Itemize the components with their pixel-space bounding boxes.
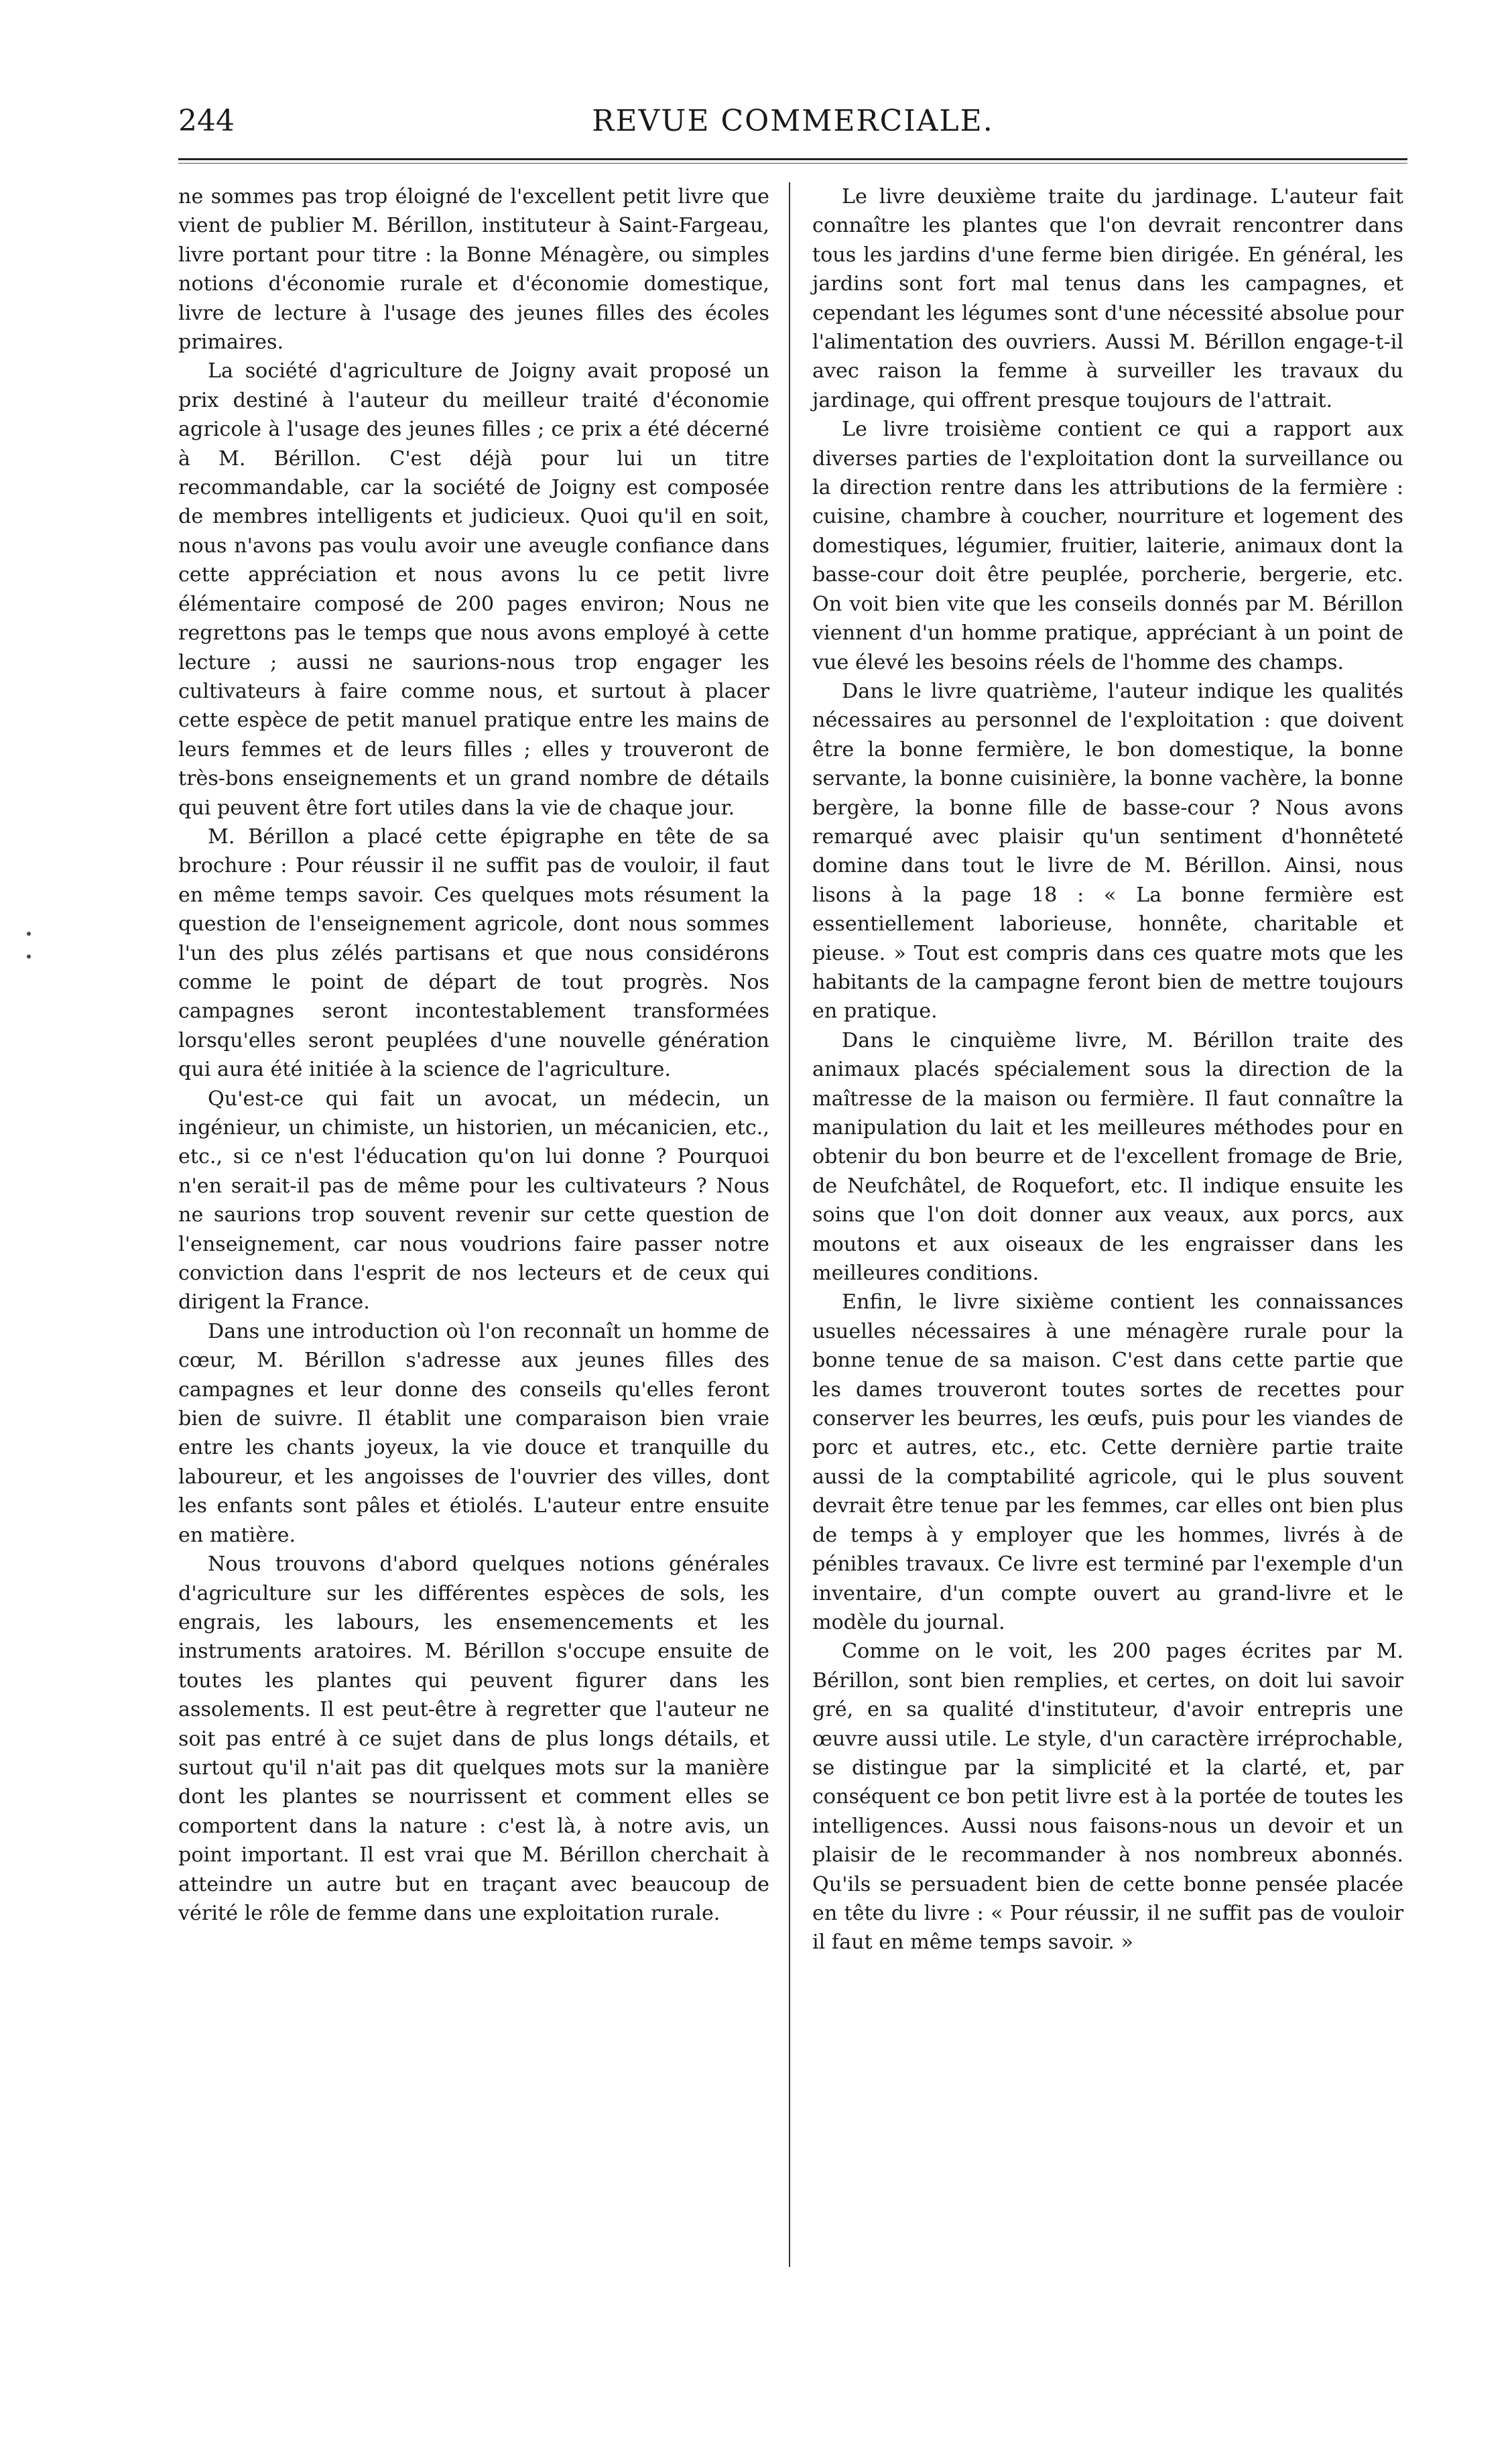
paragraph: M. Bérillon a placé cette épigraphe en tête de sa brochure : Pour réussir il ne suffit pas de vouloir, il faut en même temps savoir. Ces quelques mots résument la question de l'enseignement agricole, dont nous sommes l'un des plus zélés partisans et que nous considérons comme le point de départ de tout progrès. Nos campagnes seront incontestablement transformées lorsqu'elles seront peuplées d'une nouvelle génération qui aura été initiée à la science de l'agriculture.: [178, 824, 769, 1082]
margin-speck: [27, 955, 31, 959]
paragraph: Dans une introduction où l'on reconnaît un homme de cœur, M. Bérillon s'adresse aux jeunes filles des campagnes et leur donne des conseils qu'elles feront bien de suivre. Il établit une comparaison bien vraie entre les chants joyeux, la vie douce et tranquille du laboureur, et les angoisses de l'ouvrier des villes, dont les enfants sont pâles et étiolés. L'auteur entre ensuite en matière.: [178, 1319, 769, 1547]
right-column: [812, 182, 1403, 1957]
paragraph: Comme on le voit, les 200 pages écrites par M. Bérillon, sont bien remplies, et certes, on doit lui savoir gré, en sa qualité d'instituteur, d'avoir entrepris une œuvre aussi utile. Le style, d'un caractère irréprochable, se distingue par la simplicité et la clarté, et, par conséquent ce bon petit livre est à la portée de toutes les intelligences. Aussi nous faisons-nous un devoir et un plaisir de le recommander à nos nombreux abonnés. Qu'ils se persuadent bien de cette bonne pensée placée en tête du livre : « Pour réussir, il ne suffit pas de vouloir il faut en même temps savoir. »: [812, 1640, 1403, 1955]
column-divider: [789, 182, 790, 2267]
paragraph: Dans le cinquième livre, M. Bérillon traite des animaux placés spécialement sous la direction de la maîtresse de la maison ou fermière. Il faut connaître la manipulation du lait et les meilleures méthodes pour en obtenir du bon beurre et de l'excellent fromage de Brie, de Neufchâtel, de Roquefort, etc. Il indique ensuite les soins que l'on doit donner aux veaux, aux porcs, aux moutons et aux oiseaux de les engraisser dans les meilleures conditions.: [812, 1028, 1403, 1286]
paragraph: ne sommes pas trop éloigné de l'excellent petit livre que vient de publier M. Bérillon, instituteur à Saint-Fargeau, livre portant pour titre : la Bonne Ménagère, ou simples notions d'économie rurale et d'économie domestique, livre de lecture à l'usage des jeunes filles des écoles primaires.: [178, 185, 769, 355]
running-title: REVUE COMMERCIALE.: [592, 104, 994, 138]
paragraph: Dans le livre quatrième, l'auteur indique les qualités nécessaires au personnel de l'exploitation : que doivent être la bonne fermière, le bon domestique, la bonne servante, la bonne cuisinière, la bonne vachère, la bonne bergère, la bonne fille de basse-cour ? Nous avons remarqué avec plaisir qu'un sentiment d'honnêteté domine dans tout le livre de M. Bérillon. Ainsi, nous lisons à la page 18 : « La bonne fermière est essentiellement laborieuse, honnête, charitable et pieuse. » Tout est compris dans ces quatre mots que les habitants de la campagne feront bien de mettre toujours en pratique.: [812, 679, 1403, 1024]
margin-speck: [27, 932, 31, 936]
paragraph: Le livre deuxième traite du jardinage. L'auteur fait connaître les plantes que l'on devrait rencontrer dans tous les jardins d'une ferme bien dirigée. En général, les jardins sont fort mal tenus dans les campagnes, et cependant les légumes sont d'une nécessité absolue pour l'alimentation des ouvriers. Aussi M. Bérillon engage-t-il avec raison la femme à surveiller les travaux du jardinage, qui offrent presque toujours de l'attrait.: [812, 185, 1403, 412]
header-rule-thin: [178, 163, 1407, 164]
paragraph: Qu'est-ce qui fait un avocat, un médecin, un ingénieur, un chimiste, un historien, un mécanicien, etc., etc., si ce n'est l'éducation qu'on lui donne ? Pourquoi n'en serait-il pas de même pour les cultivateurs ? Nous ne saurions trop souvent revenir sur cette question de l'enseignement, car nous voudrions faire passer notre conviction dans l'esprit de nos lecteurs et de ceux qui dirigent la France.: [178, 1087, 769, 1314]
paragraph: Nous trouvons d'abord quelques notions générales d'agriculture sur les différentes espèces de sols, les engrais, les labours, les ensemencements et les instruments aratoires. M. Bérillon s'occupe ensuite de toutes les plantes qui peuvent figurer dans les assolements. Il est peut-être à regretter que l'auteur ne soit pas entré à ce sujet dans de plus longs détails, et surtout qu'il n'ait pas dit quelques mots sur la manière dont les plantes se nourrissent et comment elles se comportent dans la nature : c'est là, à notre avis, un point important. Il est vrai que M. Bérillon cherchait à atteindre un autre but en traçant avec beaucoup de vérité le rôle de femme dans une exploitation rurale.: [178, 1552, 769, 1925]
paragraph: Enfin, le livre sixième contient les connaissances usuelles nécessaires à une ménagère rurale pour la bonne tenue de sa maison. C'est dans cette partie que les dames trouveront toutes sortes de recettes pour conserver les beurres, les œufs, puis pour les viandes de porc et autres, etc., etc. Cette dernière partie traite aussi de la comptabilité agricole, qui le plus souvent devrait être tenue par les femmes, car elles ont bien plus de temps à y employer que les hommes, livrés à de pénibles travaux. Ce livre est terminé par l'exemple d'un inventaire, d'un compte ouvert au grand-livre et le modèle du journal.: [812, 1290, 1403, 1634]
paragraph: Le livre troisième contient ce qui a rapport aux diverses parties de l'exploitation dont la surveillance ou la direction rentre dans les attributions de la fermière : cuisine, chambre à coucher, nourriture et logement des domestiques, légumier, fruitier, laiterie, animaux dont la basse-cour doit être peuplée, porcherie, bergerie, etc. On voit bien vite que les conseils donnés par M. Bérillon viennent d'un homme pratique, appréciant à un point de vue élevé les besoins réels de l'homme des champs.: [812, 418, 1403, 674]
page-number: 244: [178, 104, 235, 138]
header-rule: [178, 158, 1407, 160]
page-header: [178, 101, 1407, 142]
paragraph: La société d'agriculture de Joigny avait proposé un prix destiné à l'auteur du meilleur traité d'économie agricole à l'usage des jeunes filles ; ce prix a été décerné à M. Bérillon. C'est déjà pour lui un titre recommandable, car la société de Joigny est composée de membres intelligents et judicieux. Quoi qu'il en soit, nous n'avons pas voulu avoir une aveugle confiance dans cette appréciation et nous avons lu ce petit livre élémentaire composé de 200 pages environ; Nous ne regrettons pas le temps que nous avons employé à cette lecture ; aussi ne saurions-nous trop engager les cultivateurs à faire comme nous, et surtout à placer cette espèce de petit manuel pratique entre les mains de leurs femmes et de leurs filles ; elles y trouveront de très-bons enseignements et un grand nombre de détails qui peuvent être fort utiles dans la vie de chaque jour.: [178, 359, 769, 820]
left-column: [178, 182, 769, 1928]
